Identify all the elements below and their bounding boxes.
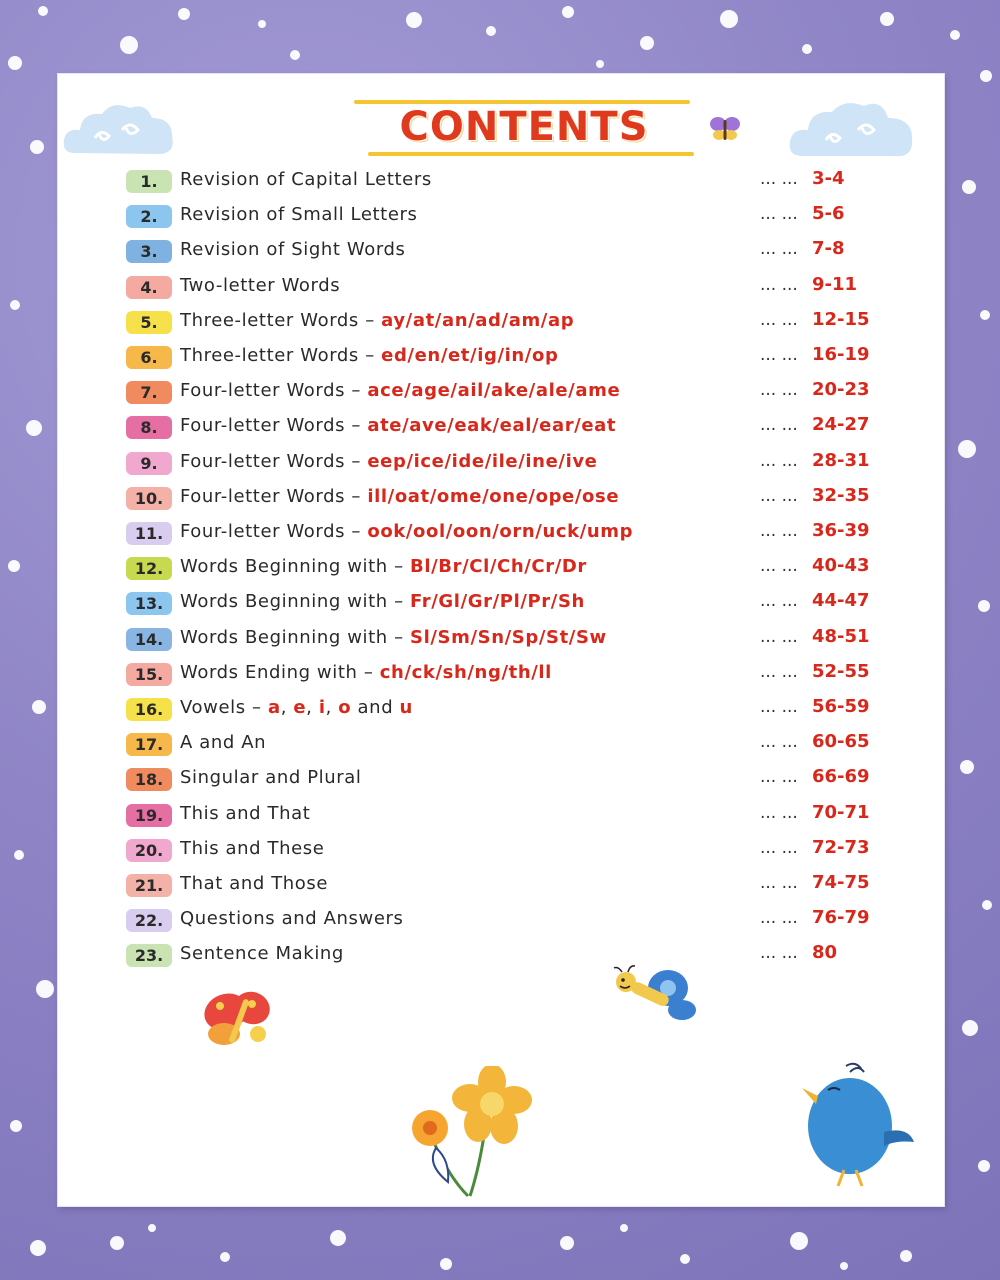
entry-title-text: Two-letter Words (180, 274, 341, 296)
toc-entry (124, 800, 884, 835)
entry-title (180, 169, 432, 190)
entry-page-range: 70-71 (812, 801, 870, 823)
entry-title-text: Revision of Sight Words (180, 239, 406, 261)
toc-entry (124, 588, 884, 623)
entry-number-badge: 12. (126, 557, 172, 580)
entry-title-text: Singular and Plural (180, 767, 362, 789)
entry-leader-dots: ... ... (760, 802, 798, 823)
entry-word-families: ate/ave/eak/eal/ear/eat (367, 415, 617, 437)
entry-title-text: Sentence Making (180, 943, 344, 965)
entry-number-badge: 6. (126, 346, 172, 369)
background-dot (38, 6, 48, 16)
entry-leader-dots: ... ... (760, 661, 798, 682)
entry-number-badge: 19. (126, 804, 172, 827)
entry-title-text: This and These (180, 837, 325, 859)
entry-leader-dots: ... ... (760, 415, 798, 436)
background-dot (30, 140, 44, 154)
entry-word-families: eep/ice/ide/ile/ine/ive (367, 450, 598, 472)
red-butterfly-icon (196, 986, 282, 1056)
entry-page-range: 44-47 (812, 590, 870, 612)
toc-entry (124, 659, 884, 694)
entry-title-text: Three-letter Words – (180, 309, 382, 331)
entry-title (180, 275, 340, 296)
entry-leader-dots: ... ... (760, 697, 798, 717)
background-dot (120, 36, 138, 54)
blue-butterfly-icon (610, 964, 700, 1034)
background-dot (982, 900, 992, 910)
background-dot (148, 1224, 156, 1232)
background-dot (8, 56, 22, 70)
background-dot (880, 12, 894, 26)
entry-title-text: Words Ending with – (180, 661, 380, 683)
entry-page-range: 52-55 (812, 660, 870, 682)
entry-page-range: 7-8 (812, 238, 845, 260)
background-dot (258, 20, 266, 28)
entry-page-range: 66-69 (812, 766, 870, 788)
entry-word-families: Fr/Gl/Gr/Pl/Pr/Sh (410, 591, 585, 613)
background-dot (14, 850, 24, 860)
toc-entry (124, 201, 884, 236)
entry-title-text: Four-letter Words – (180, 380, 368, 402)
entry-page-range: 9-11 (812, 273, 858, 295)
entry-title-text: Four-letter Words – (180, 485, 368, 507)
entry-leader-dots: ... ... (760, 309, 798, 330)
entry-title (180, 662, 552, 683)
background-dot (440, 1258, 452, 1270)
entry-title (180, 486, 619, 507)
entry-number-badge: 3. (126, 240, 172, 263)
toc-entry (124, 694, 884, 729)
toc-entry (124, 518, 884, 553)
entry-leader-dots: ... ... (760, 521, 798, 541)
entry-number-badge: 2. (126, 205, 172, 228)
entry-word-families: ook/ool/oon/orn/uck/ump (367, 521, 634, 542)
toc-entry (124, 870, 884, 905)
entry-title (180, 732, 266, 753)
background-dot (10, 1120, 22, 1132)
background-dot (962, 1020, 978, 1036)
entry-page-range: 60-65 (812, 731, 870, 753)
entry-number-badge: 9. (126, 452, 172, 475)
entry-number-badge: 13. (126, 592, 172, 615)
toc-entry (124, 272, 884, 307)
entry-number-badge: 16. (126, 698, 172, 721)
toc-entry (124, 412, 884, 447)
toc-entry (124, 905, 884, 940)
entry-number-badge: 1. (126, 170, 172, 193)
background-dot (978, 1160, 990, 1172)
background-dot (962, 180, 976, 194)
entry-title (180, 204, 418, 225)
entry-title (180, 310, 574, 331)
entry-number-badge: 23. (126, 944, 172, 967)
entry-title (180, 767, 362, 788)
entry-word-families: ed/en/et/ig/in/op (381, 345, 559, 366)
entry-title (180, 415, 616, 436)
entry-title (180, 943, 344, 964)
background-dot (596, 60, 604, 68)
page-title: CONTENTS (399, 104, 649, 150)
entry-title-text: Four-letter Words – (180, 521, 368, 542)
entry-title-text: Four-letter Words – (180, 415, 368, 437)
entry-page-range: 72-73 (812, 836, 870, 858)
entry-leader-dots: ... ... (760, 873, 798, 893)
background-dot (290, 50, 300, 60)
entry-number-badge: 21. (126, 874, 172, 897)
entry-number-badge: 22. (126, 909, 172, 932)
entry-title (180, 803, 310, 824)
entry-title (180, 873, 328, 894)
entry-title (180, 521, 633, 542)
entry-title-text: This and That (180, 802, 311, 824)
entry-page-range: 40-43 (812, 555, 870, 577)
entry-leader-dots: ... ... (760, 450, 798, 471)
entry-word-families: ch/ck/sh/ng/th/ll (379, 661, 552, 683)
entry-title-text: Revision of Capital Letters (180, 169, 432, 190)
background-dot (220, 1252, 230, 1262)
entry-title (180, 451, 598, 472)
entry-page-range: 24-27 (812, 414, 870, 436)
toc-entry (124, 553, 884, 588)
contents-page (58, 74, 944, 1206)
entry-page-range: 80 (812, 942, 838, 964)
entry-leader-dots: ... ... (760, 908, 798, 929)
entry-title (180, 591, 585, 612)
background-dot (680, 1254, 690, 1264)
background-dot (790, 1232, 808, 1250)
background-dot (980, 310, 990, 320)
entry-title (180, 908, 403, 929)
cloud-right-icon (786, 96, 918, 170)
background-dot (110, 1236, 124, 1250)
entry-title-text: A and An (180, 732, 267, 754)
toc-entry (124, 377, 884, 412)
entry-page-range: 76-79 (812, 907, 870, 929)
entry-page-range: 48-51 (812, 625, 870, 647)
entry-word-families: Bl/Br/Cl/Ch/Cr/Dr (410, 556, 587, 578)
small-butterfly-icon (708, 114, 742, 144)
entry-number-badge: 5. (126, 311, 172, 334)
entry-word-families: Sl/Sm/Sn/Sp/St/Sw (410, 626, 607, 648)
entry-word-families: ay/at/an/ad/am/ap (381, 309, 575, 331)
entry-title-text: Questions and Answers (180, 908, 404, 930)
background-dot (900, 1250, 912, 1262)
toc-entry (124, 448, 884, 483)
toc-entry (124, 764, 884, 799)
entry-title (180, 345, 558, 366)
entry-title (180, 627, 607, 648)
entry-number-badge: 7. (126, 381, 172, 404)
flowers-icon (388, 1066, 556, 1202)
entry-page-range: 3-4 (812, 168, 845, 189)
background-dot (30, 1240, 46, 1256)
entry-number-badge: 20. (126, 839, 172, 862)
entry-title (180, 697, 413, 718)
background-dot (640, 36, 654, 50)
toc-entry (124, 236, 884, 271)
entry-leader-dots: ... ... (760, 169, 798, 189)
entry-leader-dots: ... ... (760, 345, 798, 365)
entry-title-text: Words Beginning with – (180, 591, 411, 613)
toc-entry (124, 307, 884, 342)
entry-title-text: Revision of Small Letters (180, 204, 418, 226)
entry-page-range: 16-19 (812, 344, 870, 365)
entry-leader-dots: ... ... (760, 556, 798, 577)
entry-title-text: That and Those (180, 873, 329, 894)
background-dot (978, 600, 990, 612)
toc-entry (124, 624, 884, 659)
cloud-left-icon (60, 98, 180, 168)
background-dot (960, 760, 974, 774)
entry-page-range: 32-35 (812, 484, 870, 506)
entry-leader-dots: ... ... (760, 591, 798, 612)
entry-number-badge: 10. (126, 487, 172, 510)
toc-entry (124, 342, 884, 377)
background-dot (720, 10, 738, 28)
toc-entry (124, 835, 884, 870)
entry-page-range: 56-59 (812, 696, 870, 717)
background-dot (950, 30, 960, 40)
title-bar-bottom (368, 152, 694, 156)
background-dot (560, 1236, 574, 1250)
entry-number-badge: 4. (126, 276, 172, 299)
background-dot (620, 1224, 628, 1232)
background-dot (8, 560, 20, 572)
entry-leader-dots: ... ... (760, 380, 798, 401)
entry-page-range: 36-39 (812, 520, 870, 541)
entry-word-families: ace/age/ail/ake/ale/ame (367, 380, 621, 402)
entry-leader-dots: ... ... (760, 626, 798, 647)
background-dot (406, 12, 422, 28)
background-dot (10, 300, 20, 310)
toc-entry (124, 940, 884, 975)
entry-title-text: Words Beginning with – (180, 626, 411, 648)
entry-page-range: 5-6 (812, 203, 845, 225)
bird-icon (798, 1060, 918, 1192)
entry-title-text: Vowels – (180, 697, 268, 718)
entry-page-range: 74-75 (812, 872, 870, 893)
background-dot (32, 700, 46, 714)
entry-page-range: 28-31 (812, 449, 870, 471)
entry-number-badge: 17. (126, 733, 172, 756)
entry-leader-dots: ... ... (760, 204, 798, 225)
entry-leader-dots: ... ... (760, 239, 798, 260)
entry-title-text: Three-letter Words – (180, 345, 382, 366)
background-dot (178, 8, 190, 20)
background-dot (36, 980, 54, 998)
background-dot (980, 70, 992, 82)
background-dot (330, 1230, 346, 1246)
entry-leader-dots: ... ... (760, 767, 798, 788)
entry-leader-dots: ... ... (760, 485, 798, 506)
toc-entry (124, 729, 884, 764)
background-dot (802, 44, 812, 54)
entry-title (180, 556, 587, 577)
entry-title-text: Four-letter Words – (180, 450, 368, 472)
entry-title (180, 838, 324, 859)
background-dot (26, 420, 42, 436)
background-dot (958, 440, 976, 458)
entry-vowels: a, e, i, o and u (267, 697, 413, 718)
entry-title (180, 380, 620, 401)
toc-entry (124, 166, 884, 201)
entry-leader-dots: ... ... (760, 943, 798, 964)
entry-number-badge: 8. (126, 416, 172, 439)
title-banner (354, 100, 694, 158)
entry-title (180, 239, 406, 260)
entry-number-badge: 15. (126, 663, 172, 686)
background-dot (840, 1262, 848, 1270)
entry-number-badge: 11. (126, 522, 172, 545)
entry-title-text: Words Beginning with – (180, 556, 411, 578)
entry-number-badge: 14. (126, 628, 172, 651)
background-dot (486, 26, 496, 36)
entry-leader-dots: ... ... (760, 732, 798, 753)
entry-page-range: 12-15 (812, 308, 870, 330)
entry-leader-dots: ... ... (760, 274, 798, 295)
entry-word-families: ill/oat/ome/one/ope/ose (367, 485, 620, 507)
background-dot (562, 6, 574, 18)
entry-number-badge: 18. (126, 768, 172, 791)
entry-leader-dots: ... ... (760, 837, 798, 858)
toc-entry (124, 483, 884, 518)
entry-page-range: 20-23 (812, 379, 870, 401)
